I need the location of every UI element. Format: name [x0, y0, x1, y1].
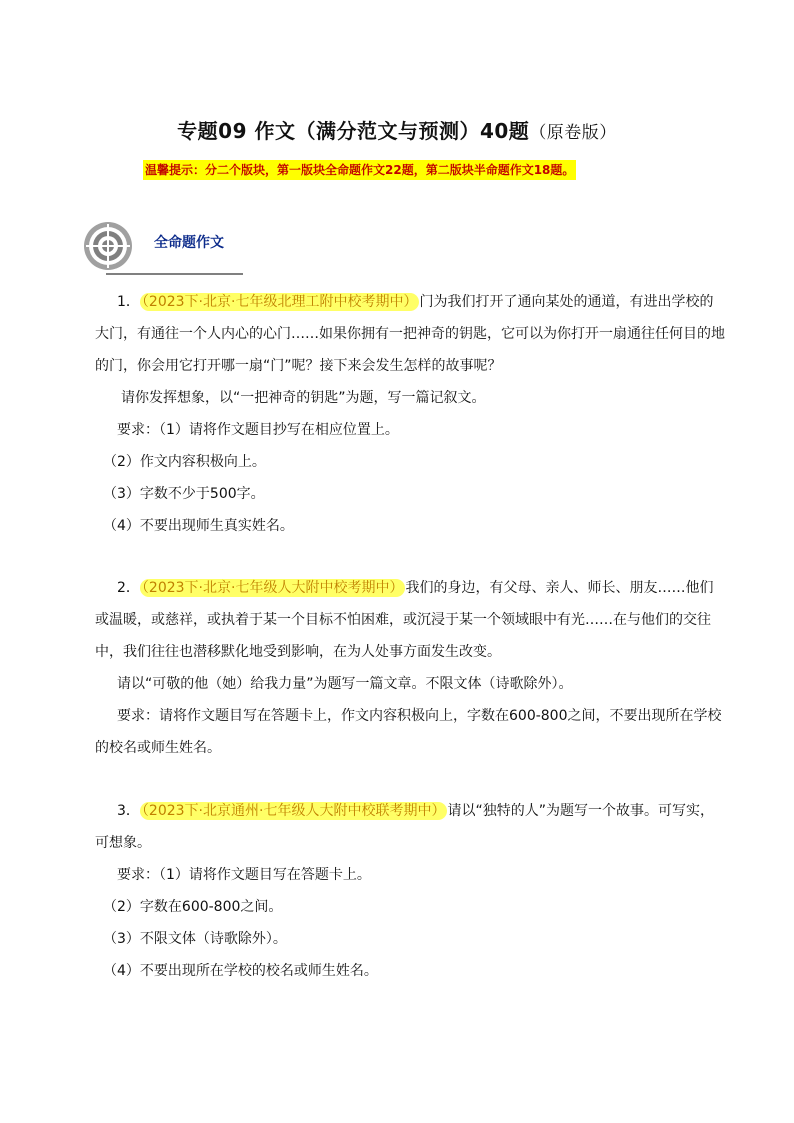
question-1-req-4: （4）不要出现师生真实姓名。 [103, 518, 294, 534]
question-1-req-2: （2）作文内容积极向上。 [103, 454, 266, 470]
question-1-stem: 门为我们打开了通向某处的通道，有进出学校的大门，有通往一个人内心的心门……如果你拥有一把神奇的钥匙，它可以为你打开一扇通往任何目的地的门，你会用它打开哪一扇“门”呢？接下来会发生怎样的故事呢？ [95, 294, 725, 374]
title-main: 专题09 作文（满分范文与预测）40题 [177, 119, 530, 143]
question-3-number: 3． [117, 803, 140, 819]
question-1 [95, 286, 725, 542]
question-3-stem: 请以“独特的人”为题写一个故事。可写实，可想象。 [95, 803, 714, 851]
question-1-source: （2023下·北京·七年级北理工附中校考期中） [141, 294, 418, 310]
question-3 [95, 795, 725, 987]
tip-banner: 温馨提示：分二个版块，第一版块全命题作文22题，第二版块半命题作文18题。 [143, 160, 576, 180]
question-2-stem-paragraph [95, 572, 725, 668]
question-3-req-2: （2）字数在600-800之间。 [103, 899, 283, 915]
question-1-stem-paragraph [95, 286, 725, 382]
question-3-req-4: （4）不要出现所在学校的校名或师生姓名。 [103, 963, 378, 979]
page-title [0, 115, 794, 144]
title-version: （原卷版） [529, 123, 617, 143]
question-3-stem-paragraph [95, 795, 725, 859]
question-2-number: 2． [117, 580, 140, 596]
question-2 [95, 572, 725, 764]
question-3-source: （2023下·北京通州·七年级人大附中校联考期中） [141, 803, 446, 819]
question-1-number: 1． [117, 294, 140, 310]
question-1-req-1: 要求：（1）请将作文题目抄写在相应位置上。 [117, 422, 399, 438]
section-header [78, 220, 248, 280]
question-3-req-3: （3）不限文体（诗歌除外）。 [103, 931, 287, 947]
question-1-task: 请你发挥想象，以“一把神奇的钥匙”为题，写一篇记叙文。 [121, 390, 486, 406]
question-1-req-3: （3）字数不少于500字。 [103, 486, 265, 502]
question-2-task: 请以“可敬的他（她）给我力量”为题写一篇文章。不限文体（诗歌除外）。 [117, 676, 573, 692]
question-2-source: （2023下·北京·七年级人大附中校考期中） [141, 580, 404, 596]
question-2-req: 要求：请将作文题目写在答题卡上，作文内容积极向上，字数在600-800之间，不要出现所在学校的校名或师生姓名。 [95, 708, 722, 756]
question-3-req-1: 要求：（1）请将作文题目写在答题卡上。 [117, 867, 371, 883]
question-2-stem: 我们的身边，有父母、亲人、师长、朋友……他们或温暖，或慈祥，或执着于某一个目标不怕困难，或沉浸于某一个领域眼中有光……在与他们的交往中，我们往往也潜移默化地受到影响，在为人处事方面发生改变。 [95, 580, 714, 660]
section-title: 全命题作文 [154, 235, 224, 251]
